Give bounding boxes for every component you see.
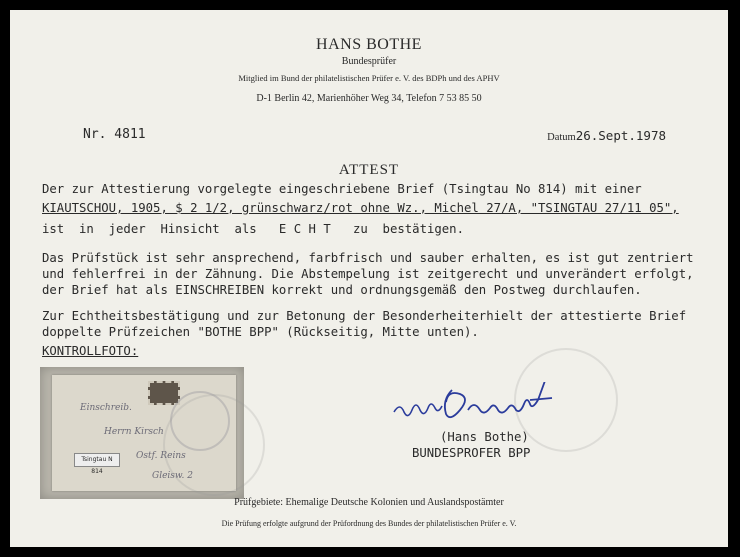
stamp-image [148, 381, 180, 405]
certificate-date [547, 128, 666, 143]
membership-line: Mitglied im Bund der philatelistischen Prüfer e. V. des BDPh und des APHV [238, 73, 500, 83]
registration-label: Tsingtau N 814 [74, 453, 120, 467]
handwriting: Einschreib. [80, 403, 132, 413]
handwriting: Gleisw. 2 [152, 471, 193, 481]
body-line: Der zur Attestierung vorgelegte eingeschriebene Brief (Tsingtau No 814) mit einer [42, 182, 642, 196]
body-line: doppelte Prüfzeichen "BOTHE BPP" (Rückseitig, Mitte unten). [42, 325, 479, 339]
examiner-name: HANS BOTHE [316, 36, 422, 53]
document-title: ATTEST [338, 162, 400, 178]
certificate-number: Nr. 4811 [83, 127, 146, 142]
date-label: Datum [547, 132, 576, 143]
body-line: Das Prüfstück ist sehr ansprechend, farbfrisch und sauber erhalten, es ist gut zentriert [42, 251, 694, 265]
examination-areas: Prüfgebiete: Ehemalige Deutsche Kolonien und Auslandspostämter [234, 497, 504, 508]
date-value: 26.Sept.1978 [575, 128, 666, 143]
handwriting: Ostf. Reins [136, 451, 186, 461]
signatory-title: BUNDESPROFER BPP [412, 446, 531, 460]
photo-label: KONTROLLFOTO: [42, 344, 139, 358]
certificate-sheet [10, 10, 728, 547]
handwritten-signature [390, 382, 590, 432]
body-line-stamp: KIAUTSCHOU, 1905, $ 2 1/2, grünschwarz/rot ohne Wz., Michel 27/A, "TSINGTAU 27/11 05", [42, 201, 679, 215]
examiner-role: Bundesprüfer [341, 56, 397, 67]
handwriting: Herrn Kirsch [104, 427, 164, 437]
signatory-name: (Hans Bothe) [440, 430, 529, 444]
examination-regulation: Die Prüfung erfolgte aufgrund der Prüfordnung des Bundes der philatelistischen Prüfer e. V. [221, 519, 517, 528]
body-line: und fehlerfrei in der Zähnung. Die Abstempelung ist zeitgerecht und unverändert erfolgt, [42, 267, 694, 281]
body-line: der Brief hat als EINSCHREIBEN korrekt und ordnungsgemäß den Postweg durchlaufen. [42, 283, 642, 297]
examiner-seal [163, 394, 265, 496]
body-line-verdict: ist in jeder Hinsicht als E C H T zu bestätigen. [42, 222, 464, 236]
address-line: D-1 Berlin 42, Marienhöher Weg 34, Telefon 7 53 85 50 [256, 93, 482, 104]
body-line: Zur Echtheitsbestätigung und zur Betonung der Besonderheiterhielt der attestierte Brief [42, 309, 687, 323]
